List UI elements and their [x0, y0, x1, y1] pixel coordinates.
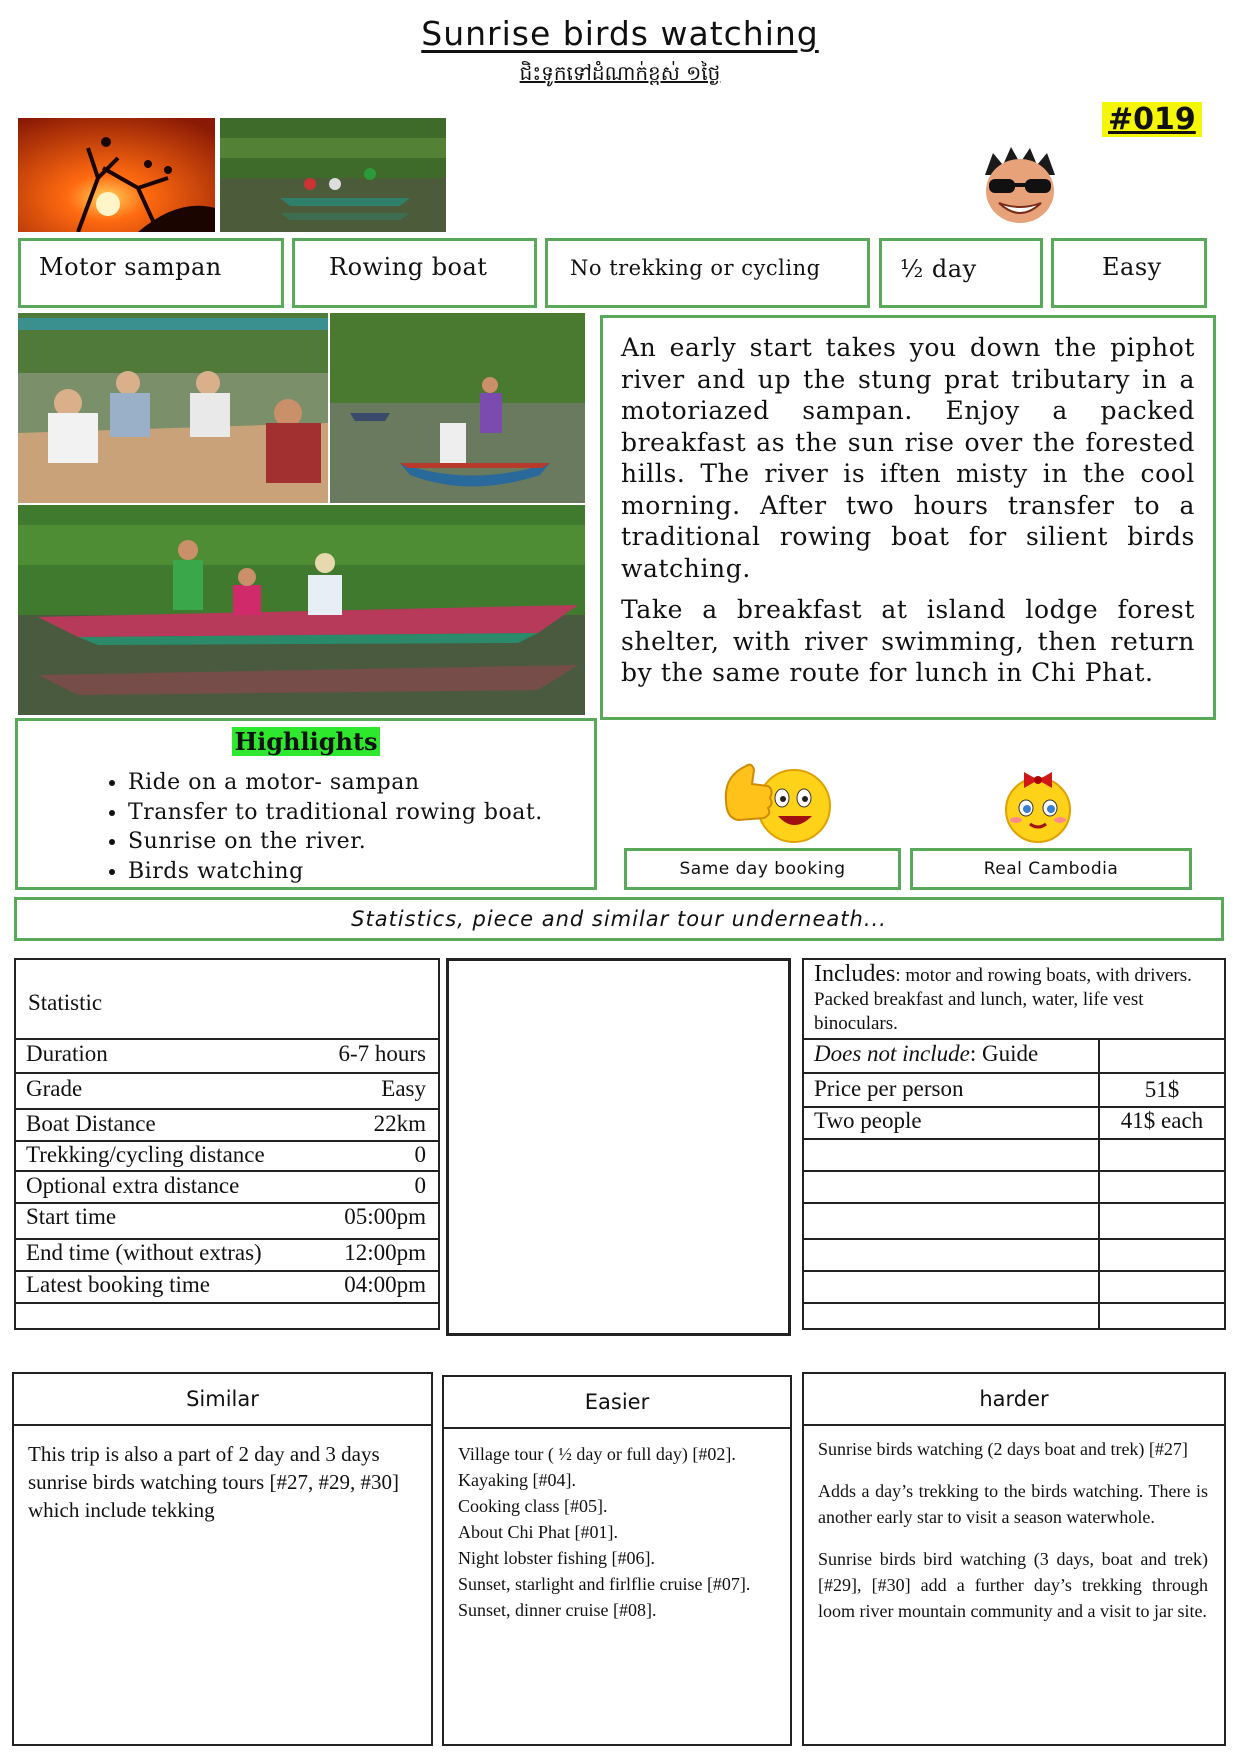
- table-row: [16, 1038, 438, 1072]
- map-placeholder-box: [446, 958, 791, 1336]
- tour-code-badge: #019: [1102, 102, 1202, 137]
- same-day-booking-badge: Same day booking: [624, 848, 901, 890]
- highlight-item: • Transfer to traditional rowing boat.: [128, 798, 584, 828]
- table-row: [16, 1108, 438, 1140]
- stat-label: Latest booking time: [26, 1272, 210, 1297]
- highlights-list: [28, 768, 584, 886]
- includes-label: Includes: [814, 961, 896, 987]
- table-row: [804, 1302, 1224, 1330]
- list-item: Night lobster fishing [#06].: [458, 1548, 655, 1568]
- table-row: [16, 1202, 438, 1238]
- harder-tours-box: [802, 1372, 1226, 1746]
- stat-value: 0: [414, 1142, 426, 1167]
- table-row: [804, 1072, 1224, 1106]
- statistic-table: [14, 958, 440, 1330]
- description-paragraph: An early start takes you down the piphot river and up the stung prat tributary in a motoriazed sampan. Enjoy a packed breakfast as the sun rise over the forested hills. The river is iften misty in the cool morning. After two hours transfer to a traditional rowing boat for silient birds watching.: [621, 333, 1195, 583]
- harder-text: [804, 1426, 1224, 1634]
- harder-paragraph: Sunrise birds bird watching (3 days, boat and trek) [#29], [#30] add a further day’s trekking through loom river mountain community and a visit to jar site.: [818, 1549, 1208, 1621]
- stats-banner: Statistics, piece and similar tour underneath...: [14, 897, 1224, 941]
- table-row: [16, 1072, 438, 1108]
- highlight-item: • Birds watching: [128, 857, 584, 887]
- stat-label: End time (without extras): [26, 1240, 262, 1265]
- rowing-reflection-photo: [18, 505, 585, 715]
- list-item: Sunset, dinner cruise [#08].: [458, 1600, 657, 1620]
- tour-description: [600, 315, 1216, 720]
- rowing-boat-photo: [220, 118, 446, 232]
- table-row: [804, 1106, 1224, 1138]
- similar-title: Similar: [14, 1374, 431, 1426]
- stat-label: Grade: [26, 1076, 83, 1101]
- stat-value: 0: [414, 1173, 426, 1198]
- motor-sampan-group-photo: [18, 313, 328, 503]
- bow-smiley-icon: [990, 768, 1086, 844]
- tag-no-trekking: No trekking or cycling: [545, 238, 870, 308]
- highlights-title: Highlights: [234, 727, 378, 756]
- not-include-label: Does not include: [814, 1041, 970, 1066]
- easier-title: Easier: [444, 1377, 790, 1429]
- statistic-title: Statistic: [28, 990, 103, 1015]
- table-row: [16, 1238, 438, 1270]
- table-row: [16, 1140, 438, 1170]
- tag-rowing-boat: Rowing boat: [292, 238, 537, 308]
- stat-label: Trekking/cycling distance: [26, 1142, 265, 1167]
- cartoon-guy-sunglasses-icon: [975, 145, 1065, 227]
- similar-text: This trip is also a part of 2 day and 3 days sunrise birds watching tours [#27, #29, #30] which include tekking: [28, 1442, 399, 1522]
- stat-label: Boat Distance: [26, 1111, 156, 1136]
- stat-value: Easy: [381, 1076, 426, 1101]
- stat-label: Duration: [26, 1041, 108, 1066]
- table-row: [16, 1302, 438, 1330]
- price-label: Price per person: [814, 1076, 964, 1101]
- page-subtitle-khmer: ជិះទូកទៅដំណាក់ខ្ពស់ ១ថ្ងៃ: [519, 61, 721, 85]
- list-item: Sunset, starlight and firlflie cruise [#07].: [458, 1574, 751, 1594]
- stat-value: 22km: [373, 1111, 426, 1136]
- stat-value: 05:00pm: [344, 1204, 426, 1229]
- stat-value: 6-7 hours: [338, 1041, 426, 1066]
- harder-paragraph: Sunrise birds watching (2 days boat and trek) [#27]: [818, 1439, 1188, 1459]
- stat-label: Optional extra distance: [26, 1173, 240, 1198]
- includes-price-table: [802, 958, 1226, 1330]
- boat-river-photo: [330, 313, 585, 503]
- table-row: [804, 1202, 1224, 1238]
- page-title: Sunrise birds watching: [421, 14, 819, 53]
- includes-text: Includes: motor and rowing boats, with drivers. Packed breakfast and lunch, water, life vest binoculars.: [814, 961, 1192, 1034]
- list-item: Village tour ( ½ day or full day) [#02].: [458, 1444, 736, 1464]
- highlight-item: • Ride on a motor- sampan: [128, 768, 584, 798]
- highlight-item: • Sunrise on the river.: [128, 827, 584, 857]
- stat-value: 12:00pm: [344, 1240, 426, 1265]
- easier-tours-box: [442, 1375, 792, 1746]
- price-label: Two people: [814, 1108, 922, 1133]
- tag-duration: ½ day: [879, 238, 1043, 308]
- real-cambodia-badge: Real Cambodia: [910, 848, 1192, 890]
- similar-tours-box: [12, 1372, 433, 1746]
- table-row: [804, 1170, 1224, 1202]
- sunset-birds-photo: [18, 118, 215, 232]
- easier-list: [444, 1429, 790, 1633]
- table-row: [16, 1170, 438, 1202]
- list-item: Cooking class [#05].: [458, 1496, 608, 1516]
- table-row: [16, 1270, 438, 1302]
- table-row: [804, 1138, 1224, 1170]
- table-row: [804, 1270, 1224, 1302]
- price-value: 41$ each: [1120, 1108, 1204, 1133]
- description-paragraph: Take a breakfast at island lodge forest shelter, with river swimming, then return by the same route for lunch in Chi Phat.: [621, 595, 1195, 687]
- thumbs-up-smiley-icon: [716, 756, 840, 844]
- tag-motor-sampan: Motor sampan: [18, 238, 284, 308]
- highlights-box: [15, 718, 597, 890]
- stat-value: 04:00pm: [344, 1272, 426, 1297]
- price-value: 51$: [1144, 1077, 1180, 1102]
- list-item: Kayaking [#04].: [458, 1470, 576, 1490]
- list-item: About Chi Phat [#01].: [458, 1522, 618, 1542]
- tag-grade: Easy: [1051, 238, 1207, 308]
- harder-title: harder: [804, 1374, 1224, 1426]
- harder-paragraph: Adds a day’s trekking to the birds watching. There is another early star to visit a season waterwhole.: [818, 1481, 1208, 1527]
- stat-label: Start time: [26, 1204, 117, 1229]
- table-row: Does not include: Guide: [804, 1038, 1224, 1072]
- table-row: [804, 1238, 1224, 1270]
